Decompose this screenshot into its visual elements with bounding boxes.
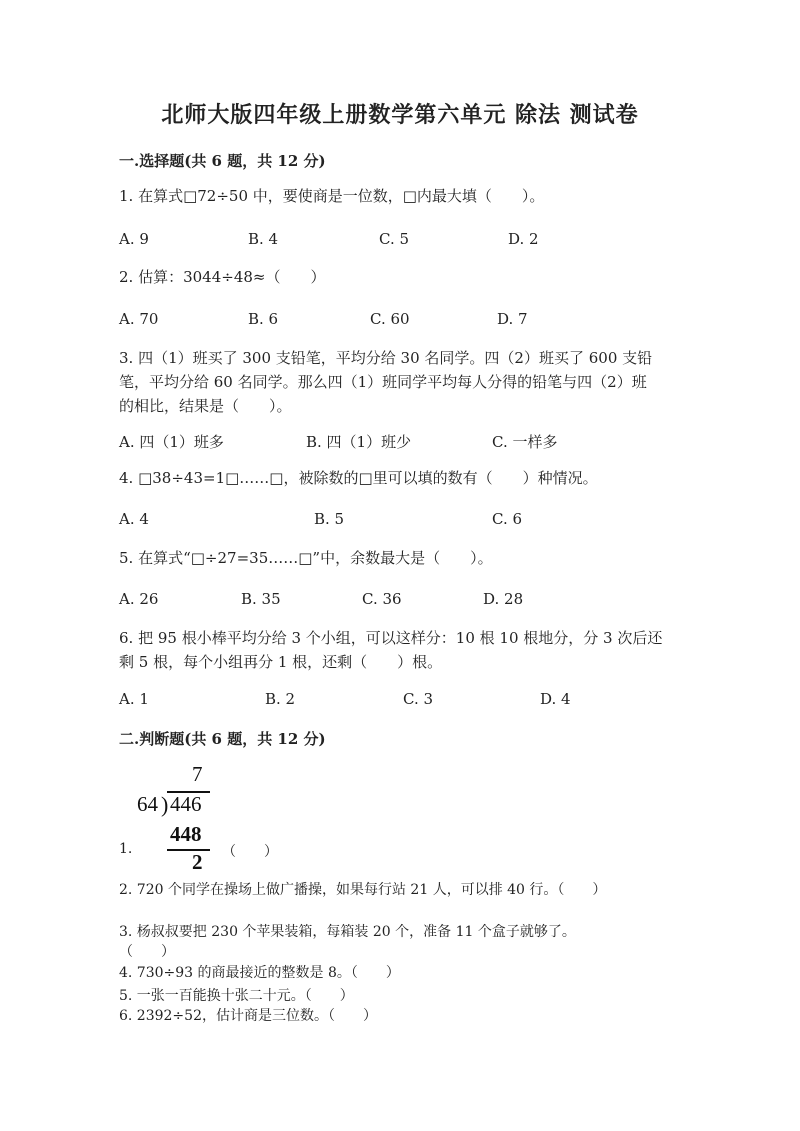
judge-item-2: 2. 720 个同学在操场上做广播操，如果每行站 21 人，可以排 40 行。（ ） — [119, 882, 607, 898]
question-6-line-2: 剩 5 根，每个小组再分 1 根，还剩（ ）根。 — [119, 653, 443, 671]
division-remainder: 2 — [192, 850, 203, 874]
division-divisor: 64 — [137, 792, 158, 816]
division-bracket: ) — [161, 792, 169, 817]
division-quotient: 7 — [192, 762, 203, 786]
judge-item-4: 4. 730÷93 的商最接近的整数是 8。（ ） — [119, 965, 400, 981]
q6-option-a[interactable]: A. 1 — [119, 690, 149, 708]
q1-option-b[interactable]: B. 4 — [248, 230, 279, 248]
question-6-line-1: 6. 把 95 根小棒平均分给 3 个小组，可以这样分：10 根 10 根地分，分 3 次后还 — [119, 629, 663, 647]
question-3-line-2: 笔，平均分给 60 名同学。那么四（1）班同学平均每人分得的铅笔与四（2）班 — [119, 373, 647, 391]
q5-option-a[interactable]: A. 26 — [119, 590, 159, 608]
judge-item-6: 6. 2392÷52，估计商是三位数。（ ） — [119, 1008, 377, 1024]
q5-option-c[interactable]: C. 36 — [362, 590, 402, 608]
question-5-text: 5. 在算式“□÷27=35……□”中，余数最大是（ ）。 — [119, 549, 493, 567]
q2-option-b[interactable]: B. 6 — [248, 310, 279, 328]
division-underline — [167, 849, 210, 851]
section-heading-judge: 二.判断题(共 6 题，共 12 分) — [119, 730, 326, 748]
q1-option-d[interactable]: D. 2 — [508, 230, 539, 248]
judge-item-3: 3. 杨叔叔要把 230 个苹果装箱，每箱装 20 个，准备 11 个盒子就够了。 — [119, 924, 576, 940]
question-3-line-1: 3. 四（1）班买了 300 支铅笔，平均分给 30 名同学。四（2）班买了 600 支铅 — [119, 349, 653, 367]
division-dividend: 446 — [170, 792, 202, 816]
q3-option-c[interactable]: C. 一样多 — [492, 433, 558, 451]
q1-option-c[interactable]: C. 5 — [379, 230, 410, 248]
section-heading-choice: 一.选择题(共 6 题，共 12 分) — [119, 152, 326, 170]
q5-option-b[interactable]: B. 35 — [241, 590, 281, 608]
page-title: 北师大版四年级上册数学第六单元 除法 测试卷 — [161, 102, 639, 128]
q2-option-d[interactable]: D. 7 — [497, 310, 528, 328]
q6-option-d[interactable]: D. 4 — [540, 690, 571, 708]
q6-option-b[interactable]: B. 2 — [265, 690, 296, 708]
judge-item-3-blank[interactable]: （ ） — [119, 944, 175, 960]
q3-option-b[interactable]: B. 四（1）班少 — [306, 433, 412, 451]
question-1-text: 1. 在算式□72÷50 中，要使商是一位数，□内最大填（ ）。 — [119, 187, 545, 205]
q2-option-c[interactable]: C. 60 — [370, 310, 410, 328]
long-division-figure — [130, 762, 220, 882]
question-4-text: 4. □38÷43=1□……□，被除数的□里可以填的数有（ ）种情况。 — [119, 469, 598, 487]
q3-option-a[interactable]: A. 四（1）班多 — [119, 433, 224, 451]
q1-option-a[interactable]: A. 9 — [119, 230, 149, 248]
q5-option-d[interactable]: D. 28 — [483, 590, 524, 608]
q4-option-a[interactable]: A. 4 — [119, 510, 149, 528]
judge-item-1-number: 1. — [119, 841, 133, 857]
q6-option-c[interactable]: C. 3 — [403, 690, 434, 708]
q4-option-b[interactable]: B. 5 — [314, 510, 345, 528]
division-product: 448 — [170, 822, 202, 846]
judge-item-5: 5. 一张一百能换十张二十元。（ ） — [119, 988, 354, 1004]
question-2-text: 2. 估算：3044÷48≈（ ） — [119, 268, 326, 286]
q4-option-c[interactable]: C. 6 — [492, 510, 523, 528]
question-3-line-3: 的相比，结果是（ ）。 — [119, 397, 292, 415]
judge-item-1-blank[interactable]: （ ） — [222, 844, 278, 860]
q2-option-a[interactable]: A. 70 — [119, 310, 159, 328]
